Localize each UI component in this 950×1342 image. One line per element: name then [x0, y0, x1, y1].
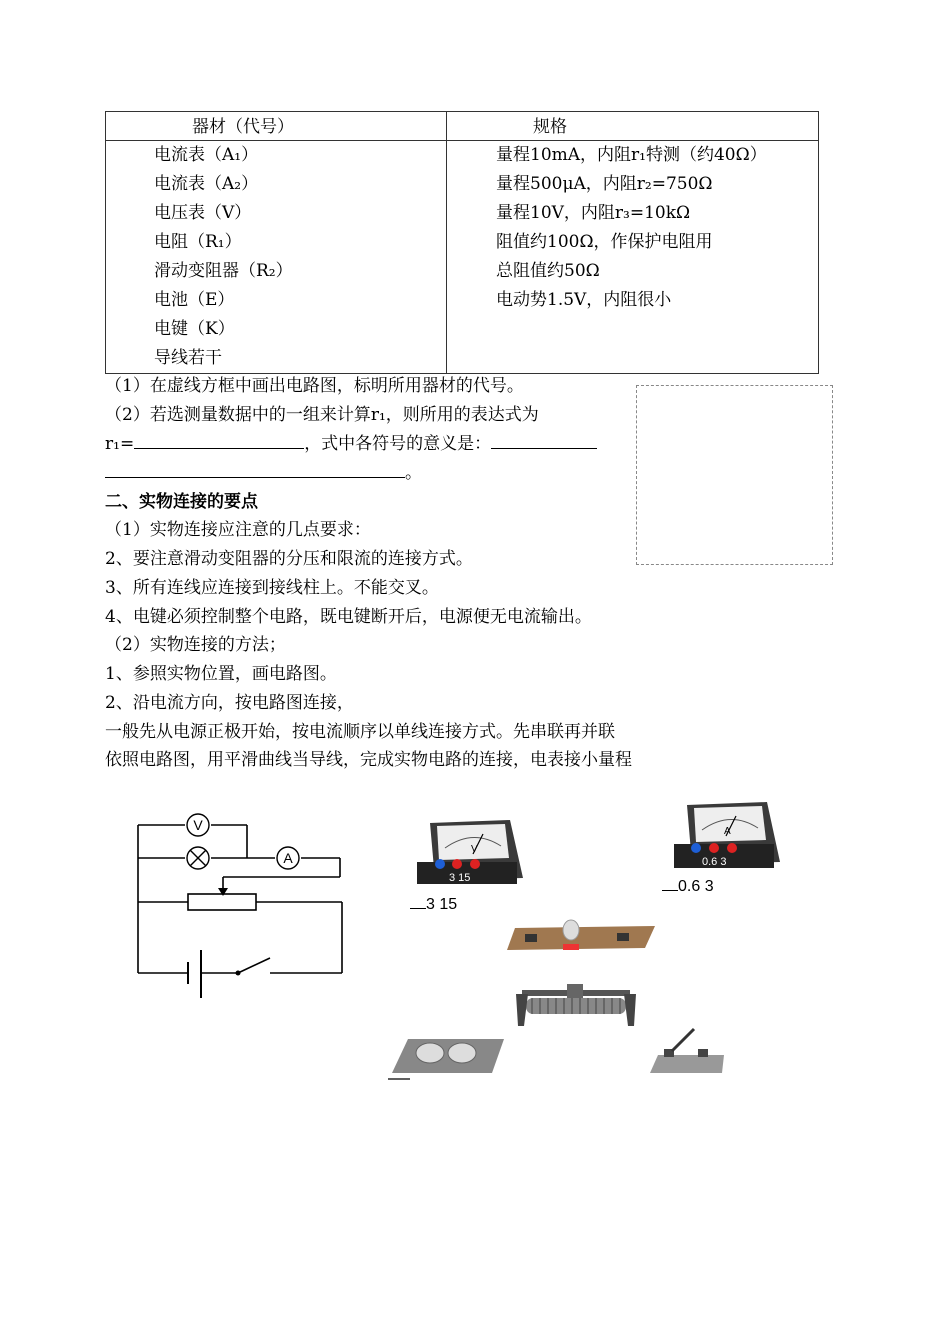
circuit-answer-box — [636, 385, 833, 565]
item-column — [106, 141, 447, 374]
text-line: 1、参照实物位置，画电路图。 — [105, 664, 337, 684]
voltmeter-label: V — [193, 817, 203, 833]
voltmeter-device — [415, 818, 525, 888]
table-cell: 量程10V，内阻r₃=10kΩ — [496, 203, 691, 223]
voltmeter-face-letter: V — [471, 844, 478, 855]
text-line: 一般先从电源正极开始，按电流顺序以单线连接方式。先串联再并联 — [105, 722, 615, 742]
text-line: （2）实物连接的方法； — [105, 635, 286, 655]
answer-blank[interactable] — [105, 459, 405, 478]
r1-prefix: r₁= — [105, 434, 135, 454]
lamp-board — [505, 918, 657, 956]
terminal-icon — [470, 859, 480, 869]
table-row: 电阻（R₁） — [154, 232, 242, 252]
table-row: 电流表（A₁） — [154, 145, 259, 165]
table-row: 电压表（V） — [154, 203, 252, 223]
table-cell: 总阻值约50Ω — [496, 261, 600, 281]
text-line: 3、所有连线应连接到接线柱上。不能交叉。 — [105, 578, 439, 598]
equipment-table — [105, 111, 819, 374]
ammeter-terminal-labels: 0.6 3 — [702, 856, 727, 868]
ammeter-device — [672, 800, 782, 872]
text-line: 2、要注意滑动变阻器的分压和限流的连接方式。 — [105, 549, 473, 569]
table-row: 电流表（A₂） — [154, 174, 259, 194]
period: 。 — [405, 463, 422, 483]
negative-terminal-icon — [435, 859, 445, 869]
answer-blank[interactable] — [491, 430, 597, 449]
table-cell: 电动势1.5V，内阻很小 — [496, 290, 672, 310]
text-line: 依照电路图，用平滑曲线当导线，完成实物电路的连接，电表接小量程 — [105, 750, 632, 770]
text-line: （1）实物连接应注意的几点要求： — [105, 520, 371, 540]
ammeter-caption: 0.6 3 — [662, 878, 714, 896]
question-2-answer-line — [105, 430, 597, 459]
switch-lever-icon[interactable] — [672, 1029, 694, 1051]
circuit-diagram — [130, 810, 360, 1005]
question-1: （1）在虚线方框中画出电路图，标明所用器材的代号。 — [105, 376, 524, 396]
table-cell: 阻值约100Ω，作保护电阻用 — [496, 232, 713, 252]
voltmeter-terminal-labels: 3 15 — [449, 872, 471, 884]
section-2-title: 二、实物连接的要点 — [105, 492, 258, 512]
question-2-answer-line-2 — [105, 459, 422, 488]
terminal-icon — [709, 843, 719, 853]
question-2: （2）若选测量数据中的一组来计算r₁，则所用的表达式为 — [105, 405, 539, 425]
meaning-label: ，式中各符号的意义是： — [304, 434, 492, 454]
bulb-icon — [563, 920, 579, 940]
table-cell — [447, 315, 818, 344]
table-header-item: 器材（代号） — [106, 112, 447, 141]
rheostat-device — [512, 980, 637, 1030]
slider-icon — [567, 984, 583, 998]
ammeter-label: A — [283, 850, 293, 866]
text-line: 4、电键必须控制整个电路，既电键断开后，电源便无电流输出。 — [105, 607, 592, 627]
knife-switch — [648, 1025, 728, 1077]
text-line: 2、沿电流方向，按电路图连接， — [105, 693, 354, 713]
ammeter-face-letter: A — [724, 826, 731, 837]
table-cell — [447, 344, 818, 373]
spec-column — [447, 141, 819, 374]
table-row: 电池（E） — [154, 290, 235, 310]
terminal-icon — [727, 843, 737, 853]
answer-blank[interactable] — [134, 430, 304, 449]
table-cell: 量程10mA，内阻r₁特测（约40Ω） — [496, 145, 767, 165]
table-row: 滑动变阻器（R₂） — [154, 261, 293, 281]
table-cell: 量程500μA，内阻r₂=750Ω — [496, 174, 713, 194]
table-header-spec: 规格 — [447, 112, 819, 141]
negative-terminal-icon — [691, 843, 701, 853]
voltmeter-caption: 3 15 — [410, 896, 457, 914]
table-row: 导线若干 — [154, 348, 222, 368]
terminal-icon — [452, 859, 462, 869]
battery-holder — [388, 1035, 508, 1085]
table-row: 电键（K） — [154, 319, 235, 339]
